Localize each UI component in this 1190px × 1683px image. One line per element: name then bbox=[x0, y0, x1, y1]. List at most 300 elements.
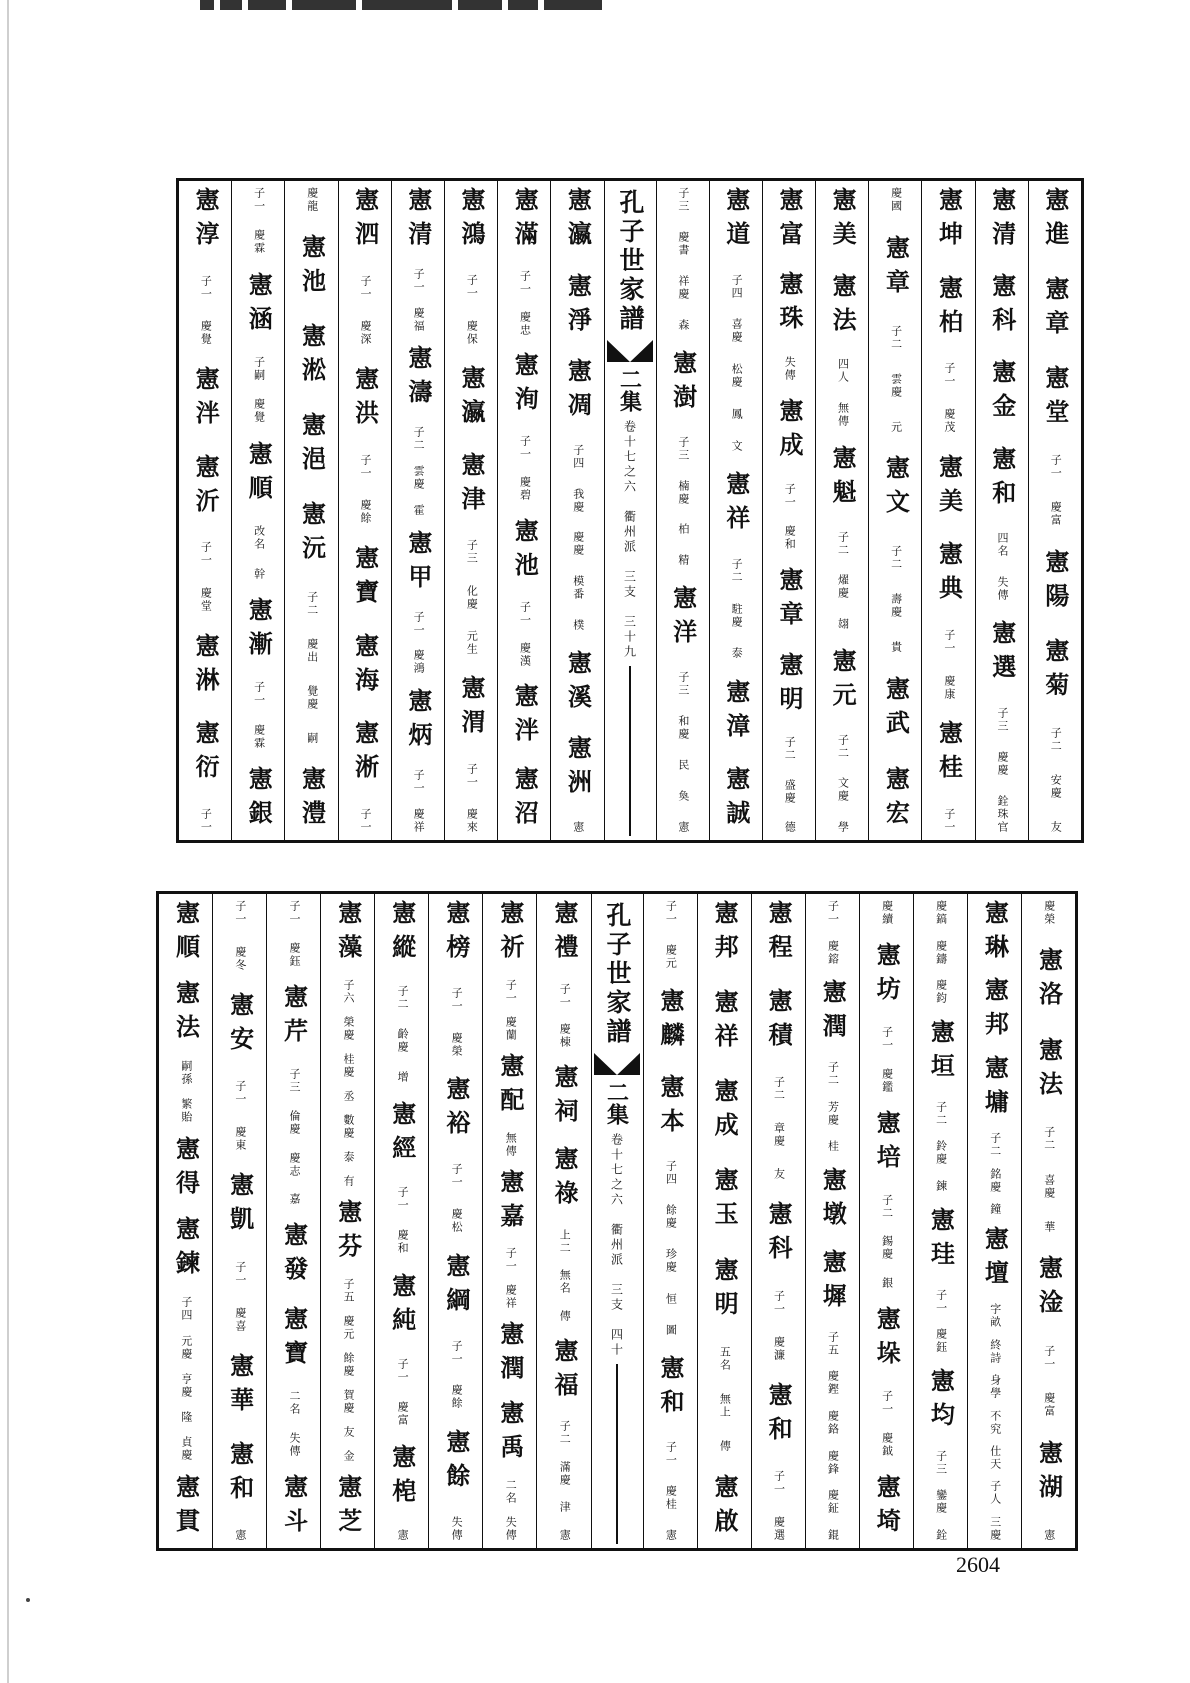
annotation: 鑾慶 bbox=[934, 1489, 948, 1516]
annotation: 子六 bbox=[342, 979, 356, 1005]
annotation: 慶霖 bbox=[252, 229, 266, 256]
annotation: 慶康 bbox=[942, 674, 956, 701]
person-name: 憲沼 bbox=[510, 765, 540, 834]
annotation: 慶蘭 bbox=[504, 1015, 518, 1042]
person-name: 憲均 bbox=[926, 1367, 956, 1436]
annotation: 慶富 bbox=[1042, 1392, 1056, 1419]
person-name: 憲洲 bbox=[563, 735, 593, 804]
annotation: 繁貽 bbox=[179, 1098, 193, 1125]
annotation: 餘慶 bbox=[342, 1352, 356, 1378]
annotation: 二名 bbox=[504, 1479, 518, 1506]
genealogy-column bbox=[975, 181, 1028, 840]
person-name: 憲涵 bbox=[244, 271, 274, 340]
annotation: 慶富 bbox=[396, 1400, 410, 1427]
annotation: 四名 bbox=[996, 531, 1010, 558]
person-name: 憲魁 bbox=[828, 445, 858, 514]
person-name: 憲和 bbox=[764, 1381, 794, 1450]
annotation: 泰 bbox=[730, 647, 744, 661]
annotation: 文 bbox=[730, 439, 744, 453]
annotation: 子三 bbox=[934, 1449, 948, 1476]
person-name: 憲經 bbox=[387, 1101, 417, 1170]
annotation: 祥慶 bbox=[676, 274, 690, 301]
annotation: 桂 bbox=[826, 1140, 840, 1154]
person-name: 憲淨 bbox=[563, 272, 593, 341]
person-name: 憲和 bbox=[225, 1440, 255, 1509]
annotation: 子嗣 bbox=[252, 356, 266, 383]
person-name: 憲炳 bbox=[403, 688, 433, 757]
annotation: 憲 bbox=[558, 1528, 572, 1542]
person-name: 憲麟 bbox=[656, 988, 686, 1057]
volume-label: 二集 bbox=[603, 1081, 630, 1125]
person-name: 憲斗 bbox=[279, 1473, 309, 1542]
annotation: 子一 bbox=[1049, 454, 1063, 481]
annotation: 銓珠官 bbox=[996, 794, 1010, 834]
annotation: 慶鑑 bbox=[880, 1067, 894, 1094]
person-name: 憲藻 bbox=[333, 900, 363, 968]
annotation: 子一 bbox=[880, 1025, 894, 1052]
genealogy-column bbox=[536, 894, 590, 1548]
annotation: 子一 bbox=[233, 1080, 247, 1107]
annotation: 鐘 bbox=[988, 1203, 1002, 1217]
annotation: 子二 bbox=[783, 736, 797, 763]
person-name: 憲和 bbox=[987, 445, 1017, 514]
annotation: 慶霖 bbox=[252, 723, 266, 750]
person-name: 憲桂 bbox=[934, 720, 964, 789]
person-name: 憲科 bbox=[987, 273, 1017, 342]
annotation: 華 bbox=[1042, 1220, 1056, 1234]
annotation: 子一 bbox=[664, 1440, 678, 1467]
annotation: 子二 bbox=[836, 733, 850, 760]
annotation: 錕 bbox=[826, 1528, 840, 1542]
person-name: 憲宏 bbox=[881, 765, 911, 834]
annotation: 子二 bbox=[1049, 726, 1063, 753]
annotation: 慶漢 bbox=[518, 641, 532, 668]
person-name: 憲嘉 bbox=[495, 1168, 525, 1237]
annotation: 壽慶 bbox=[889, 593, 903, 620]
annotation: 子一 bbox=[783, 482, 797, 509]
annotation: 元慶 bbox=[179, 1334, 193, 1361]
annotation: 慶鋒 bbox=[826, 1449, 840, 1476]
annotation: 慶桂 bbox=[664, 1484, 678, 1511]
annotation: 和慶 bbox=[676, 715, 690, 742]
annotation: 慶和 bbox=[396, 1229, 410, 1256]
annotation: 子二 bbox=[889, 324, 903, 351]
annotation: 亨慶 bbox=[179, 1372, 193, 1399]
person-name: 憲元 bbox=[828, 648, 858, 717]
person-name: 憲科 bbox=[764, 1201, 794, 1270]
annotation: 傳 bbox=[558, 1310, 572, 1324]
annotation: 五名 bbox=[718, 1345, 732, 1372]
annotation: 失傳 bbox=[996, 576, 1010, 603]
page-spine bbox=[604, 181, 656, 840]
person-name: 憲湖 bbox=[1034, 1439, 1064, 1508]
genealogy-column bbox=[805, 894, 859, 1548]
annotation: 慶餘 bbox=[358, 499, 372, 526]
genealogy-column bbox=[159, 894, 212, 1548]
annotation: 慶深 bbox=[358, 320, 372, 347]
annotation: 慶茂 bbox=[942, 407, 956, 434]
person-name: 憲順 bbox=[244, 440, 274, 509]
annotation: 慶東 bbox=[233, 1126, 247, 1153]
annotation: 慶榮 bbox=[450, 1031, 464, 1058]
annotation: 憲 bbox=[676, 820, 690, 834]
annotation: 子一 bbox=[772, 1469, 786, 1496]
annotation: 慶慶 bbox=[996, 750, 1010, 777]
person-name: 憲瀛 bbox=[457, 364, 487, 433]
person-name: 憲典 bbox=[934, 541, 964, 610]
person-name: 憲壇 bbox=[980, 1225, 1010, 1294]
annotation: 森 bbox=[676, 318, 690, 332]
person-name: 憲配 bbox=[495, 1052, 525, 1121]
annotation: 文慶 bbox=[836, 777, 850, 804]
annotation: 失傳 bbox=[783, 355, 797, 382]
annotation: 子一 bbox=[252, 187, 266, 213]
person-name: 憲沂 bbox=[191, 453, 221, 522]
annotation: 錫慶 bbox=[880, 1235, 894, 1262]
person-name: 憲啟 bbox=[710, 1474, 740, 1542]
annotation: 子一 bbox=[358, 453, 372, 480]
annotation: 章慶 bbox=[772, 1122, 786, 1149]
genealogy-column bbox=[656, 181, 709, 840]
annotation: 柏 bbox=[676, 523, 690, 537]
person-name: 憲墩 bbox=[818, 1167, 848, 1236]
annotation: 元生 bbox=[465, 630, 479, 657]
annotation: 慶元 bbox=[342, 1315, 356, 1341]
annotation: 子四 bbox=[571, 444, 585, 471]
genealogy-column bbox=[921, 181, 974, 840]
annotation: 齡慶 bbox=[396, 1028, 410, 1055]
annotation: 子一 bbox=[558, 982, 572, 1009]
annotation: 子一 bbox=[880, 1390, 894, 1417]
person-name: 憲培 bbox=[872, 1109, 902, 1178]
annotation: 慶保 bbox=[465, 319, 479, 346]
annotation: 餘慶 bbox=[664, 1204, 678, 1231]
annotation: 翃 bbox=[836, 617, 850, 631]
person-name: 憲淦 bbox=[1034, 1255, 1064, 1324]
person-name: 憲鍊 bbox=[171, 1216, 201, 1285]
annotation: 子一 bbox=[934, 1288, 948, 1315]
person-name: 憲美 bbox=[934, 453, 964, 522]
person-name: 憲綱 bbox=[441, 1252, 471, 1321]
person-name: 憲墀 bbox=[818, 1248, 848, 1317]
annotation: 憲 bbox=[664, 1528, 678, 1542]
annotation: 無名 bbox=[558, 1269, 572, 1296]
annotation: 慶鈺 bbox=[934, 1328, 948, 1355]
annotation: 嘉 bbox=[287, 1193, 301, 1207]
genealogy-column bbox=[859, 894, 913, 1548]
annotation: 子一 bbox=[450, 986, 464, 1013]
annotation: 精 bbox=[676, 554, 690, 568]
genealogy-column bbox=[391, 181, 444, 840]
annotation: 字畝 bbox=[988, 1303, 1002, 1330]
annotation: 不究 bbox=[988, 1409, 1002, 1436]
person-name: 憲溪 bbox=[563, 649, 593, 718]
person-name: 憲渭 bbox=[457, 675, 487, 744]
annotation: 子二 bbox=[558, 1420, 572, 1447]
person-name: 憲垣 bbox=[926, 1019, 956, 1088]
person-name: 憲祥 bbox=[710, 989, 740, 1058]
annotation: 失傳 bbox=[504, 1515, 518, 1542]
person-name: 憲道 bbox=[721, 187, 751, 255]
annotation: 子二 bbox=[772, 1076, 786, 1103]
genealogy-column bbox=[320, 894, 374, 1548]
person-name: 憲禮 bbox=[549, 900, 579, 968]
annotation: 慶覺 bbox=[199, 320, 213, 347]
annotation: 幹 bbox=[252, 567, 266, 581]
person-name: 憲淳 bbox=[191, 187, 221, 255]
annotation: 霍 bbox=[412, 503, 426, 517]
annotation: 雲慶 bbox=[889, 372, 903, 399]
annotation: 學 bbox=[836, 820, 850, 834]
person-name: 憲華 bbox=[225, 1352, 255, 1421]
person-name: 憲武 bbox=[881, 676, 911, 745]
annotation: 慶榮 bbox=[1042, 900, 1056, 926]
genealogy-column bbox=[444, 181, 497, 840]
annotation: 圖 bbox=[664, 1323, 678, 1337]
annotation: 子一 bbox=[396, 1186, 410, 1213]
annotation: 子一 bbox=[942, 362, 956, 389]
annotation: 銓 bbox=[934, 1528, 948, 1542]
annotation: 民 bbox=[676, 759, 690, 773]
person-name: 憲祿 bbox=[549, 1146, 579, 1215]
person-name: 憲堂 bbox=[1040, 365, 1070, 434]
annotation: 滿慶 bbox=[558, 1460, 572, 1487]
annotation: 子一 bbox=[518, 600, 532, 627]
genealogy-column bbox=[709, 181, 762, 840]
annotation: 無傳 bbox=[504, 1131, 518, 1158]
person-name: 憲發 bbox=[279, 1222, 309, 1291]
annotation: 子人 bbox=[988, 1480, 1002, 1507]
person-name: 憲滿 bbox=[510, 187, 540, 255]
annotation: 慶龍 bbox=[305, 187, 319, 213]
person-name: 憲祥 bbox=[721, 471, 751, 540]
person-name: 憲海 bbox=[350, 632, 380, 701]
person-name: 憲泮 bbox=[510, 682, 540, 751]
person-name: 憲坊 bbox=[872, 941, 902, 1010]
annotation: 子一 bbox=[465, 274, 479, 301]
annotation: 友 bbox=[1049, 820, 1063, 834]
annotation: 嗣孫 bbox=[179, 1060, 193, 1087]
annotation: 慶慶 bbox=[571, 531, 585, 558]
annotation: 慶鈺 bbox=[287, 941, 301, 968]
annotation: 終詩 bbox=[988, 1338, 1002, 1365]
annotation: 慶冬 bbox=[233, 946, 247, 973]
fishtail-ornament bbox=[594, 1053, 640, 1075]
chapter-info: 卷十七之六 衢州派 三支 四十 bbox=[609, 1133, 624, 1358]
annotation: 慶出 bbox=[305, 637, 319, 664]
annotation: 子二 bbox=[889, 545, 903, 572]
annotation: 友 bbox=[342, 1426, 356, 1439]
spine-rule bbox=[616, 1364, 618, 1544]
annotation: 子四 bbox=[179, 1296, 193, 1323]
annotation: 楠慶 bbox=[676, 479, 690, 506]
annotation: 銀 bbox=[880, 1277, 894, 1291]
annotation: 子三 bbox=[676, 671, 690, 698]
annotation: 慶國 bbox=[889, 187, 903, 213]
person-name: 憲芝 bbox=[333, 1474, 363, 1542]
annotation: 子二 bbox=[305, 590, 319, 617]
fishtail-ornament bbox=[607, 340, 653, 362]
genealogy-column bbox=[762, 181, 815, 840]
person-name: 憲富 bbox=[774, 187, 804, 255]
annotation: 無上 bbox=[718, 1392, 732, 1419]
annotation: 喜慶 bbox=[1042, 1173, 1056, 1200]
scan-speck bbox=[26, 1598, 30, 1602]
book-title: 孔子世家譜 bbox=[616, 189, 645, 334]
annotation: 子一 bbox=[358, 274, 372, 301]
annotation: 覺慶 bbox=[305, 684, 319, 711]
annotation: 樸 bbox=[571, 618, 585, 632]
annotation: 隆 bbox=[179, 1410, 193, 1424]
annotation: 子二 bbox=[1042, 1126, 1056, 1153]
annotation: 慶碧 bbox=[518, 476, 532, 503]
annotation: 賀慶 bbox=[342, 1389, 356, 1415]
annotation: 子一 bbox=[450, 1339, 464, 1366]
genealogy-column bbox=[231, 181, 284, 840]
annotation: 子三 bbox=[996, 706, 1010, 733]
page-number: 2604 bbox=[956, 1552, 1000, 1577]
annotation: 子二 bbox=[836, 530, 850, 557]
person-name: 憲程 bbox=[764, 900, 794, 968]
person-name: 憲貫 bbox=[171, 1473, 201, 1542]
annotation: 鍊 bbox=[934, 1180, 948, 1194]
annotation: 子一 bbox=[942, 628, 956, 655]
annotation: 慶濂 bbox=[772, 1335, 786, 1362]
annotation: 子一 bbox=[412, 267, 426, 294]
person-name: 憲章 bbox=[881, 234, 911, 303]
annotation: 芳慶 bbox=[826, 1100, 840, 1127]
annotation: 桂慶 bbox=[342, 1053, 356, 1079]
annotation: 子一 bbox=[252, 681, 266, 708]
annotation: 丞 bbox=[342, 1090, 356, 1103]
person-name: 憲成 bbox=[710, 1078, 740, 1147]
annotation: 子一 bbox=[358, 807, 372, 834]
person-name: 憲琳 bbox=[980, 900, 1010, 968]
annotation: 慶福 bbox=[412, 306, 426, 333]
annotation: 慶祥 bbox=[504, 1284, 518, 1311]
person-name: 憲進 bbox=[1040, 187, 1070, 255]
annotation: 慶鏗 bbox=[826, 1370, 840, 1397]
person-name: 憲埼 bbox=[872, 1473, 902, 1542]
annotation: 子一 bbox=[233, 900, 247, 926]
person-name: 憲凋 bbox=[563, 358, 593, 427]
person-name: 憲順 bbox=[171, 900, 201, 968]
annotation: 德 bbox=[783, 820, 797, 834]
person-name: 憲法 bbox=[828, 272, 858, 341]
annotation: 化慶 bbox=[465, 584, 479, 611]
person-name: 憲福 bbox=[549, 1337, 579, 1406]
annotation: 慶鑄 bbox=[934, 939, 948, 966]
annotation: 慶續 bbox=[880, 900, 894, 926]
annotation: 子四 bbox=[730, 273, 744, 300]
person-name: 憲垛 bbox=[872, 1306, 902, 1375]
scan-top-artifact bbox=[200, 0, 960, 20]
person-name: 憲和 bbox=[656, 1354, 686, 1423]
annotation: 松慶 bbox=[730, 363, 744, 390]
annotation: 慶堂 bbox=[199, 586, 213, 613]
annotation: 慶鈞 bbox=[934, 979, 948, 1006]
genealogy-page-40 bbox=[156, 891, 1078, 1551]
annotation: 四人 bbox=[836, 358, 850, 385]
person-name: 憲芹 bbox=[279, 983, 309, 1052]
person-name: 憲法 bbox=[171, 980, 201, 1049]
annotation: 子一 bbox=[412, 769, 426, 796]
person-name: 憲淅 bbox=[350, 720, 380, 789]
annotation: 安慶 bbox=[1049, 773, 1063, 800]
person-name: 憲禹 bbox=[495, 1400, 525, 1469]
annotation: 鈴慶 bbox=[934, 1140, 948, 1167]
annotation: 憲 bbox=[571, 820, 585, 834]
person-name: 憲得 bbox=[171, 1136, 201, 1205]
genealogy-column bbox=[266, 894, 320, 1548]
annotation: 慶和 bbox=[783, 524, 797, 551]
person-name: 憲清 bbox=[987, 187, 1017, 255]
genealogy-page-39 bbox=[176, 178, 1084, 843]
annotation: 憲 bbox=[1042, 1528, 1056, 1542]
annotation: 喜慶 bbox=[730, 318, 744, 345]
person-name: 憲甲 bbox=[403, 529, 433, 598]
person-name: 憲沅 bbox=[297, 501, 327, 570]
person-name: 憲洪 bbox=[350, 365, 380, 434]
annotation: 榮慶 bbox=[342, 1016, 356, 1042]
person-name: 憲銀 bbox=[244, 765, 274, 834]
annotation: 慶餘 bbox=[450, 1384, 464, 1411]
genealogy-column bbox=[967, 894, 1021, 1548]
annotation: 子一 bbox=[504, 1247, 518, 1274]
annotation: 子一 bbox=[199, 274, 213, 301]
person-name: 憲寶 bbox=[279, 1306, 309, 1375]
person-name: 憲墉 bbox=[980, 1054, 1010, 1123]
annotation: 子一 bbox=[772, 1289, 786, 1316]
annotation: 慶鉻 bbox=[826, 1409, 840, 1436]
chapter-info: 卷十七之六 衢州派 三支 三十九 bbox=[622, 420, 637, 660]
person-name: 憲玉 bbox=[710, 1167, 740, 1236]
person-name: 憲泮 bbox=[191, 365, 221, 434]
annotation: 子四 bbox=[664, 1160, 678, 1187]
person-name: 憲安 bbox=[225, 992, 255, 1061]
annotation: 慶鎔 bbox=[826, 939, 840, 966]
annotation: 慶忠 bbox=[518, 311, 532, 338]
genealogy-column bbox=[497, 181, 550, 840]
annotation: 子三 bbox=[676, 187, 690, 213]
annotation: 貴 bbox=[889, 641, 903, 655]
volume-label: 二集 bbox=[616, 368, 643, 412]
person-name: 憲陽 bbox=[1040, 548, 1070, 617]
annotation: 三慶 bbox=[988, 1515, 1002, 1542]
person-name: 憲津 bbox=[457, 452, 487, 521]
person-name: 憲淋 bbox=[191, 632, 221, 701]
annotation: 子一 bbox=[412, 610, 426, 637]
person-name: 憲漸 bbox=[244, 596, 274, 665]
genealogy-column bbox=[913, 894, 967, 1548]
annotation: 津 bbox=[558, 1501, 572, 1515]
annotation: 數慶 bbox=[342, 1114, 356, 1140]
person-name: 憲金 bbox=[987, 359, 1017, 428]
person-name: 憲邦 bbox=[710, 900, 740, 968]
annotation: 我慶 bbox=[571, 487, 585, 514]
person-name: 憲澍 bbox=[668, 349, 698, 418]
annotation: 慶鎬 bbox=[934, 900, 948, 926]
genealogy-column bbox=[815, 181, 868, 840]
annotation: 友 bbox=[772, 1168, 786, 1182]
person-name: 憲漳 bbox=[721, 679, 751, 748]
annotation: 子五 bbox=[826, 1330, 840, 1357]
annotation: 子五 bbox=[342, 1278, 356, 1304]
person-name: 憲池 bbox=[510, 517, 540, 586]
annotation: 慶喜 bbox=[233, 1306, 247, 1333]
person-name: 憲明 bbox=[774, 651, 804, 720]
annotation: 子一 bbox=[396, 1357, 410, 1384]
